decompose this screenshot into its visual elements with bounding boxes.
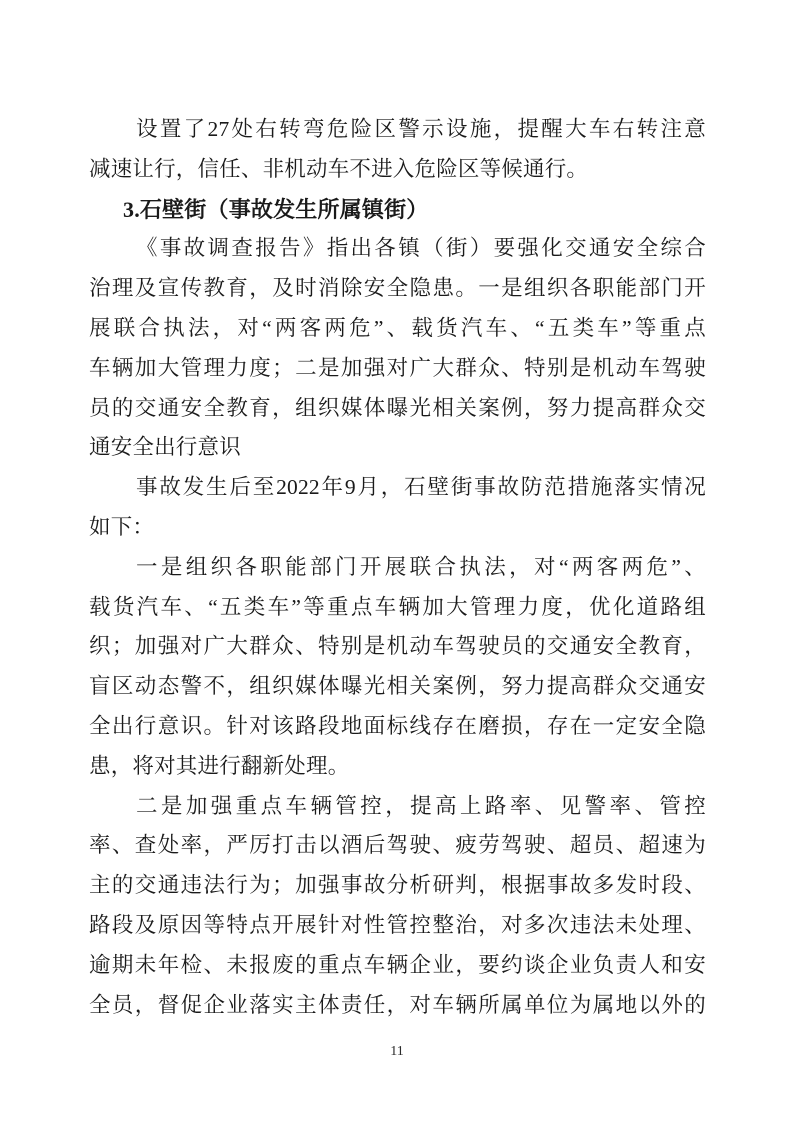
text-line: 员的交通安全教育，组织媒体曝光相关案例，努力提高群众交 bbox=[89, 395, 706, 420]
text-line: 全出行意识。针对该路段地面标线存在磨损，存在一定安全隐 bbox=[89, 713, 706, 738]
text-line: 《事故调查报告》指出各镇（街）要强化交通安全综合 bbox=[136, 236, 706, 261]
text-line: 全员，督促企业落实主体责任，对车辆所属单位为属地以外的 bbox=[89, 992, 706, 1017]
text-line: 路段及原因等特点开展针对性管控整治，对多次违法未处理、 bbox=[89, 912, 706, 937]
text-line: 载货汽车、“五类车”等重点车辆加大管理力度，优化道路组 bbox=[89, 594, 706, 619]
text-line: 二是加强重点车辆管控，提高上路率、见警率、管控 bbox=[136, 793, 706, 818]
text-line: 事故发生后至2022年9月，石壁街事故防范措施落实情况 bbox=[136, 475, 706, 500]
paragraph-3 bbox=[89, 468, 706, 548]
text-line: 减速让行，信任、非机动车不进入危险区等候通行。 bbox=[89, 156, 589, 181]
text-line: 主的交通违法行为；加强事故分析研判，根据事故多发时段、 bbox=[89, 873, 706, 898]
text-line: 如下： bbox=[89, 514, 155, 539]
text-line: 设置了27处右转弯危险区警示设施，提醒大车右转注意 bbox=[136, 117, 706, 141]
text-line: 一是组织各职能部门开展联合执法，对“两客两危”、 bbox=[136, 554, 706, 579]
text-line: 通安全出行意识 bbox=[89, 435, 241, 460]
text-line: 率、查处率，严厉打击以酒后驾驶、疲劳驾驶、超员、超速为 bbox=[89, 833, 706, 858]
page-number: 11 bbox=[390, 1044, 404, 1059]
section-heading bbox=[89, 190, 706, 230]
text-line: 患，将对其进行翻新处理。 bbox=[89, 753, 350, 778]
document-body bbox=[89, 110, 706, 1025]
section-heading-text: 3.石壁街（事故发生所属镇街） bbox=[123, 196, 429, 222]
text-line: 盲区动态警不，组织媒体曝光相关案例，努力提高群众交通安 bbox=[89, 674, 706, 699]
text-line: 治理及宣传教育，及时消除安全隐患。一是组织各职能部门开 bbox=[89, 276, 706, 301]
paragraph-2 bbox=[89, 229, 706, 468]
text-line: 逾期未年检、未报废的重点车辆企业，要约谈企业负责人和安 bbox=[89, 952, 706, 977]
paragraph-4 bbox=[89, 548, 706, 787]
paragraph-1 bbox=[89, 110, 706, 190]
text-line: 展联合执法，对“两客两危”、载货汽车、“五类车”等重点 bbox=[89, 315, 706, 340]
text-line: 车辆加大管理力度；二是加强对广大群众、特别是机动车驾驶 bbox=[89, 355, 706, 380]
text-line: 织；加强对广大群众、特别是机动车驾驶员的交通安全教育， bbox=[89, 634, 706, 659]
paragraph-5 bbox=[89, 787, 706, 1026]
